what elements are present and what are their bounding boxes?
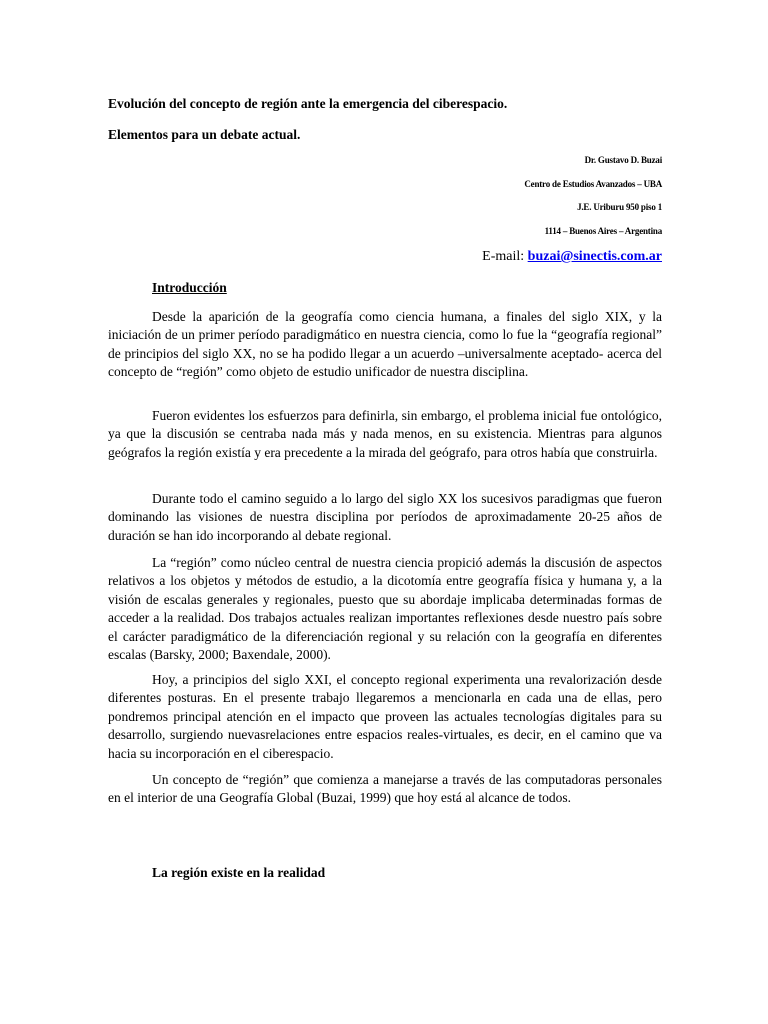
paragraph: Desde la aparición de la geografía como ciencia humana, a finales del siglo XIX, y la iniciación de un primer período paradigmático en nuestra ciencia, como lo fue la “geografía regional” de principios del siglo XX, no se ha podido llegar a un acuerdo –universalmente aceptado- acerca del concepto de “región” como objeto de estudio unificador de nuestra disciplina. bbox=[108, 309, 662, 380]
author-address: J.E. Uriburu 950 piso 1 bbox=[577, 202, 662, 212]
paragraph: Fueron evidentes los esfuerzos para definirla, sin embargo, el problema inicial fue ontológico, ya que la discusión se centraba nada más y nada menos, en su existencia. Mientras para algunos geógrafos la región existía y era precedente a la mirada del geógrafo, para otros había que construirla. bbox=[108, 408, 662, 460]
author-name: Dr. Gustavo D. Buzai bbox=[584, 155, 662, 165]
section-heading-introduccion: Introducción bbox=[152, 280, 227, 295]
document-title: Evolución del concepto de región ante la emergencia del ciberespacio. bbox=[108, 96, 508, 111]
paragraph: Un concepto de “región” que comienza a manejarse a través de las computadoras personales en el interior de una Geografía Global (Buzai, 1999) que hoy está al alcance de todos. bbox=[108, 772, 662, 806]
paragraph: Hoy, a principios del siglo XXI, el concepto regional experimenta una revalorización desde diferentes posturas. En el presente trabajo llegaremos a mencionarla en cada una de ellas, pero pondremos principal atención en el impacto que proveen las actuales tecnologías digitales para su desarrollo, surgiendo nuevasrelaciones entre espacios reales-virtuales, es decir, en el camino que va hacia su incorporación en el ciberespacio. bbox=[108, 672, 662, 761]
author-institution: Centro de Estudios Avanzados – UBA bbox=[524, 179, 662, 189]
paragraph: Durante todo el camino seguido a lo largo del siglo XX los sucesivos paradigmas que fueron dominando las visiones de nuestra disciplina por períodos de aproximadamente 20-25 años de duración se han ido incorporando al debate regional. bbox=[108, 491, 662, 543]
document-subtitle: Elementos para un debate actual. bbox=[108, 127, 301, 142]
paragraph: La “región” como núcleo central de nuestra ciencia propició además la discusión de aspectos relativos a los objetos y métodos de estudio, a la dicotomía entre geografía física y humana y, a la visión de escalas generales y regionales, puesto que su abordaje implicaba determinadas formas de acceder a la realidad. Dos trabajos actuales realizan importantes reflexiones desde nuestro país sobre el carácter paradigmático de la diferenciación regional y su relación con la geografía en diferentes escalas (Barsky, 2000; Baxendale, 2000). bbox=[108, 555, 662, 663]
email-label: E-mail: bbox=[482, 249, 528, 264]
author-city: 1114 – Buenos Aires – Argentina bbox=[544, 226, 662, 236]
email-link[interactable]: buzai@sinectis.com.ar bbox=[527, 249, 662, 264]
section-heading-region: La región existe en la realidad bbox=[152, 865, 326, 880]
author-email-line bbox=[482, 249, 662, 265]
